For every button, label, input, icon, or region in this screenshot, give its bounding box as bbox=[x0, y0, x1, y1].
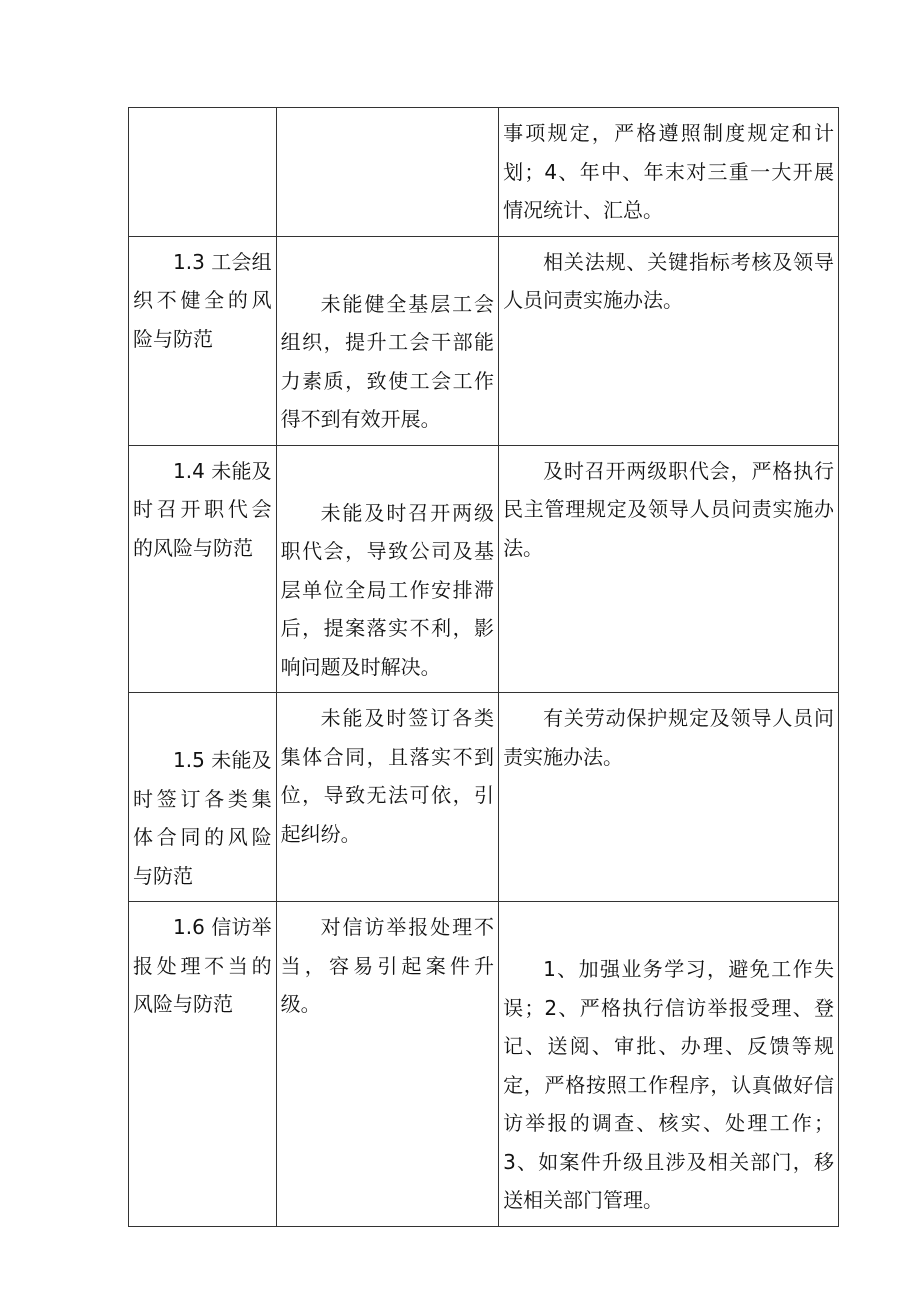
table-row bbox=[129, 108, 839, 237]
prevention-measure-cell: 相关法规、关键指标考核及领导人员问责实施办法。 bbox=[499, 236, 839, 445]
risk-item-cell: 1.4 未能及时召开职代会的风险与防范 bbox=[129, 445, 277, 693]
prevention-measure-cell: 及时召开两级职代会，严格执行民主管理规定及领导人员问责实施办法。 bbox=[499, 445, 839, 693]
risk-item-cell: 1.5 未能及时签订各类集体合同的风险与防范 bbox=[129, 693, 277, 902]
risk-table bbox=[128, 107, 839, 1227]
prevention-measure-cell: 有关劳动保护规定及领导人员问责实施办法。 bbox=[499, 693, 839, 902]
table-row bbox=[129, 445, 839, 693]
risk-description-cell: 对信访举报处理不当，容易引起案件升级。 bbox=[276, 902, 498, 1227]
table-row bbox=[129, 693, 839, 902]
risk-item-cell: 1.6 信访举报处理不当的风险与防范 bbox=[129, 902, 277, 1227]
risk-description-cell: 未能健全基层工会组织，提升工会干部能力素质，致使工会工作得不到有效开展。 bbox=[276, 236, 498, 445]
risk-description-cell: 未能及时召开两级职代会，导致公司及基层单位全局工作安排滞后，提案落实不利，影响问题及时解决。 bbox=[276, 445, 498, 693]
prevention-measure-cell: 事项规定，严格遵照制度规定和计划；4、年中、年末对三重一大开展情况统计、汇总。 bbox=[499, 108, 839, 237]
risk-item-cell bbox=[129, 108, 277, 237]
table-row bbox=[129, 236, 839, 445]
risk-description-cell: 未能及时签订各类集体合同，且落实不到位，导致无法可依，引起纠纷。 bbox=[276, 693, 498, 902]
prevention-measure-cell: 1、加强业务学习，避免工作失误；2、严格执行信访举报受理、登记、送阅、审批、办理、反馈等规定，严格按照工作程序，认真做好信访举报的调查、核实、处理工作；3、如案件升级且涉及相关部门，移送相关部门管理。 bbox=[499, 902, 839, 1227]
risk-item-cell: 1.3 工会组织不健全的风险与防范 bbox=[129, 236, 277, 445]
risk-description-cell bbox=[276, 108, 498, 237]
table-row bbox=[129, 902, 839, 1227]
